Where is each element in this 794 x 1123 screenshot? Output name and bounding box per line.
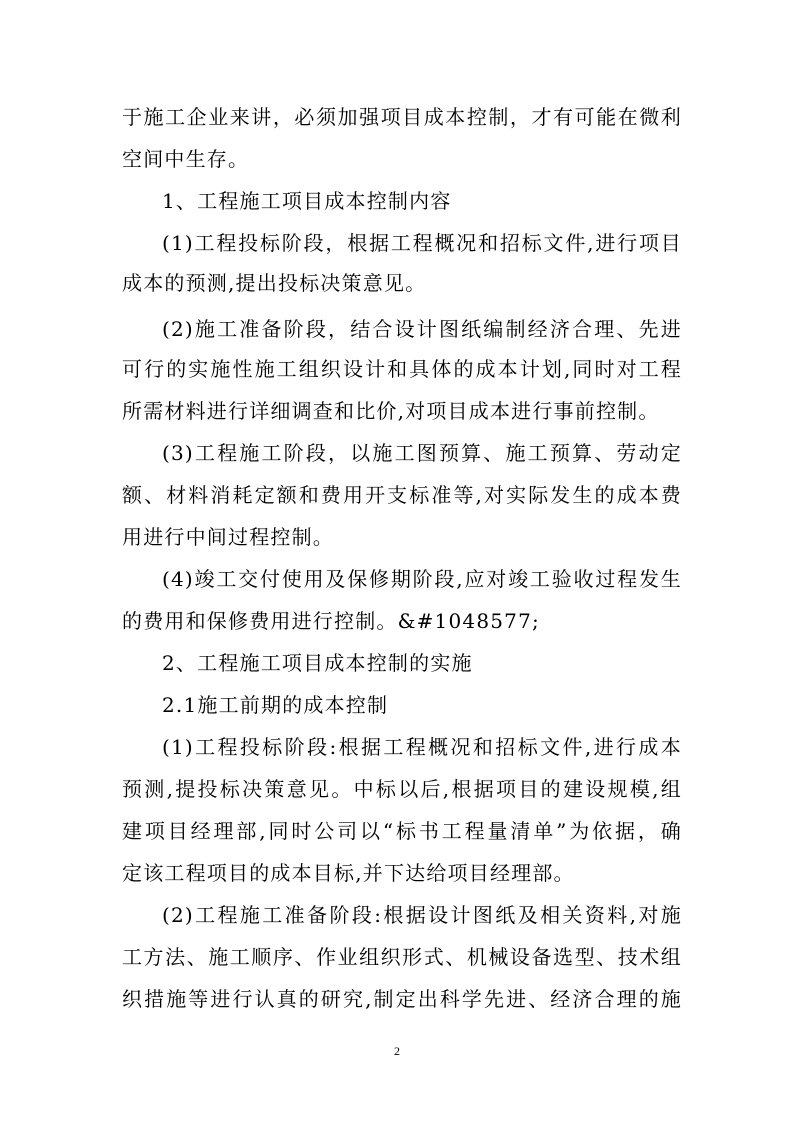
paragraph-line: (1)工程投标阶段:根据工程概况和招标文件,进行成本 — [162, 735, 682, 759]
paragraph-line: (3)工程施工阶段，以施工图预算、施工预算、劳动定 — [162, 441, 682, 465]
paragraph-line: (1)工程投标阶段，根据工程概况和招标文件,进行项目 — [162, 231, 682, 255]
paragraph-line: 成本的预测,提出投标决策意见。 — [122, 271, 427, 295]
paragraph-line: (4)竣工交付使用及保修期阶段,应对竣工验收过程发生 — [162, 567, 682, 591]
paragraph-line: (2)工程施工准备阶段:根据设计图纸及相关资料,对施 — [162, 903, 682, 927]
paragraph-line: 用进行中间过程控制。 — [122, 525, 334, 549]
paragraph-line: 织措施等进行认真的研究,制定出科学先进、经济合理的施 — [122, 987, 682, 1011]
paragraph-line: 定该工程项目的成本目标,并下达给项目经理部。 — [122, 861, 575, 885]
paragraph-line: 所需材料进行详细调查和比价,对项目成本进行事前控制。 — [122, 399, 660, 423]
paragraph-line: 预测,提投标决策意见。中标以后,根据项目的建设规模,组 — [122, 777, 682, 801]
paragraph-line: 可行的实施性施工组织设计和具体的成本计划,同时对工程 — [122, 357, 682, 381]
section-heading: 1、工程施工项目成本控制内容 — [162, 189, 452, 213]
paragraph-line: 建项目经理部,同时公司以“标书工程量清单”为依据，确 — [122, 819, 682, 843]
page-number: 2 — [394, 1044, 400, 1058]
paragraph-line: (2)施工准备阶段，结合设计图纸编制经济合理、先进 — [162, 317, 682, 341]
paragraph-line: 空间中生存。 — [122, 147, 250, 171]
paragraph-line: 的费用和保修费用进行控制。&#1048577; — [122, 609, 540, 633]
paragraph-line: 工方法、施工顺序、作业组织形式、机械设备选型、技术组 — [122, 945, 682, 969]
subsection-heading: 2.1施工前期的成本控制 — [162, 693, 389, 717]
paragraph-line: 额、材料消耗定额和费用开支标准等,对实际发生的成本费 — [122, 483, 682, 507]
section-heading: 2、工程施工项目成本控制的实施 — [162, 651, 473, 675]
paragraph-line: 于施工企业来讲，必须加强项目成本控制，才有可能在微利 — [122, 105, 682, 129]
